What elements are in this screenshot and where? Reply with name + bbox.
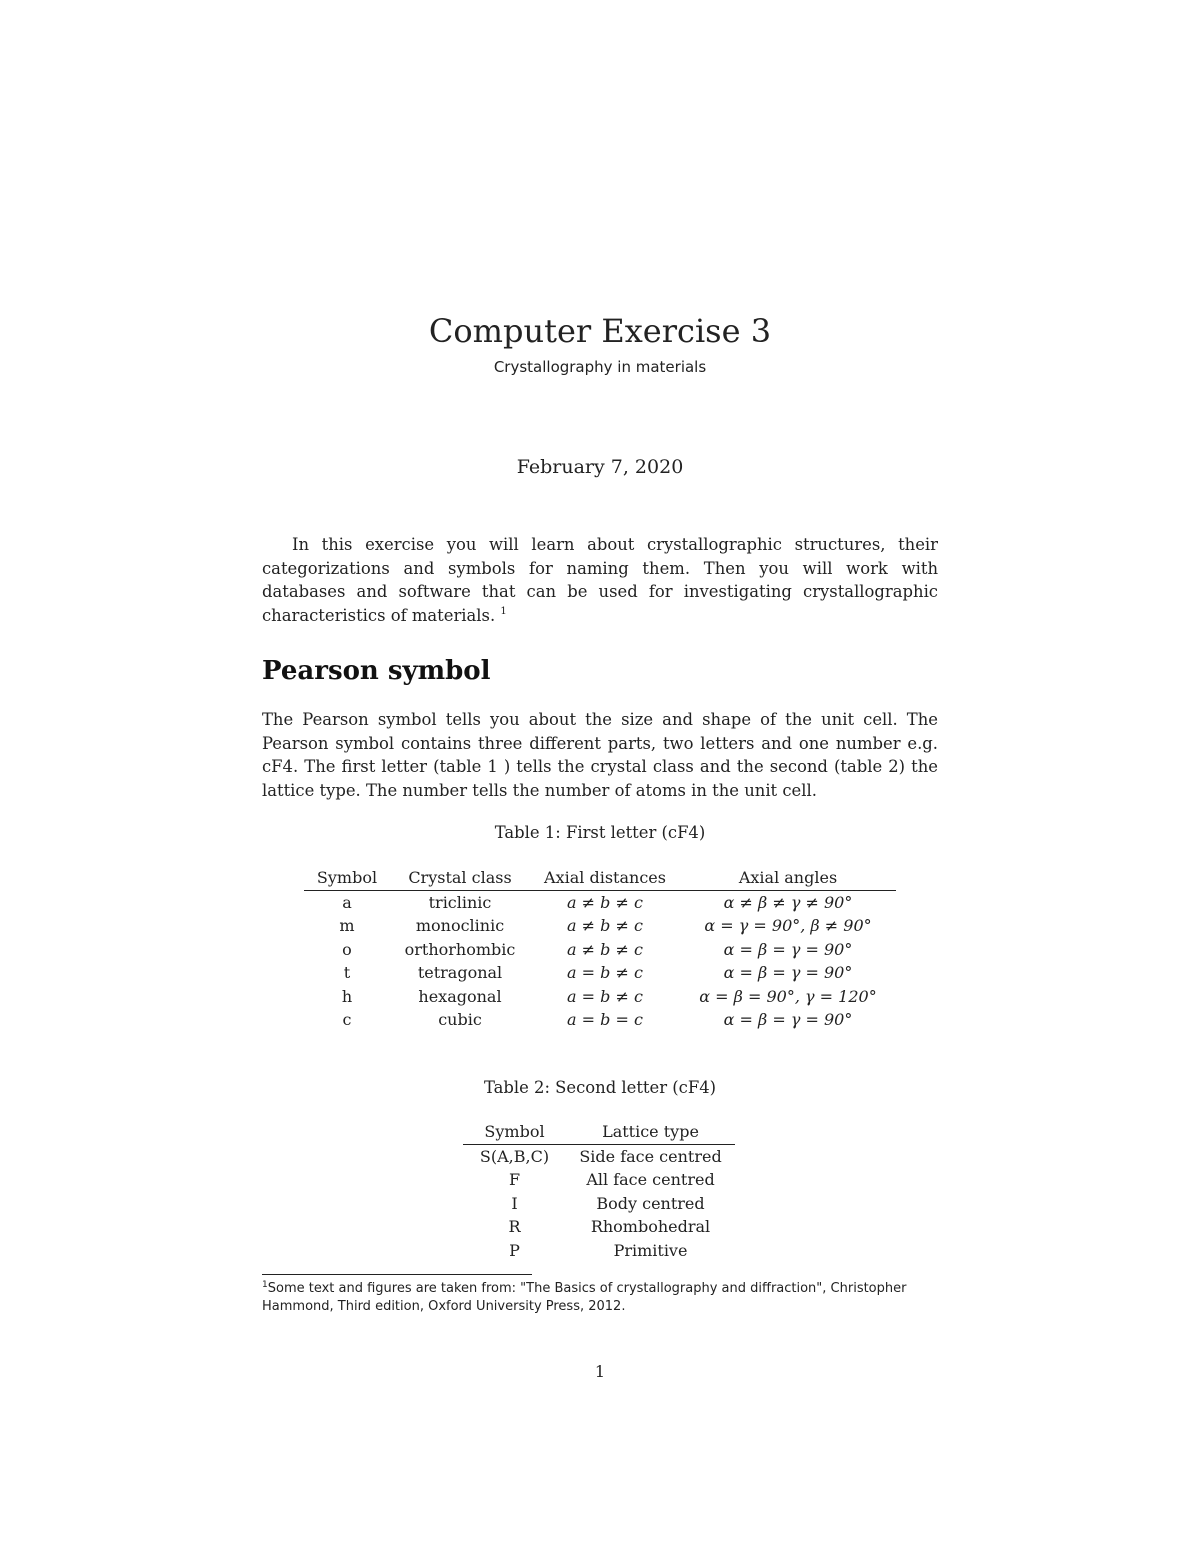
abstract-text: In this exercise you will learn about crystallographic structures, their categorizations and symbols for naming them. Then you will work with databases and software that can be used for investigating crystallographic characteristics of materials. <box>262 535 938 625</box>
table-row <box>304 938 896 962</box>
table-cell: Side face centred <box>579 1146 722 1166</box>
table-row <box>304 914 896 938</box>
table-cell: h <box>341 986 353 1006</box>
table-row <box>304 961 896 985</box>
table-cell: a = b = c <box>567 1010 643 1029</box>
table-cell: m <box>339 916 355 935</box>
crystal-class-table <box>304 866 896 1032</box>
table-row <box>304 890 896 914</box>
table-cell: tetragonal <box>417 963 503 982</box>
table1-caption: Table 1: First letter (cF4) <box>494 823 706 842</box>
table-row <box>463 1192 735 1216</box>
section-heading: Pearson symbol <box>262 656 491 686</box>
table-cell: α ≠ β ≠ γ ≠ 90° <box>723 892 853 912</box>
table-row <box>463 1168 735 1192</box>
page-number: 1 <box>594 1362 606 1381</box>
table-cell: a ≠ b ≠ c <box>567 939 643 959</box>
table-cell: triclinic <box>428 892 492 912</box>
document-subtitle: Crystallography in materials <box>493 358 707 376</box>
table-cell: hexagonal <box>418 986 502 1006</box>
table-cell: Primitive <box>613 1240 688 1260</box>
table-row <box>304 1008 896 1032</box>
lattice-type-table <box>463 1120 735 1262</box>
table-cell: a = b ≠ c <box>567 986 643 1006</box>
abstract-paragraph <box>262 533 938 627</box>
table-cell: α = β = γ = 90° <box>723 1010 853 1029</box>
table-cell: a ≠ b ≠ c <box>567 916 643 935</box>
table-cell: S(A,B,C) <box>479 1146 550 1166</box>
table-row <box>304 985 896 1009</box>
table-header-cell: Lattice type <box>602 1122 699 1141</box>
table-cell: F <box>508 1170 521 1189</box>
table-header-row <box>304 866 896 890</box>
table-cell: α = γ = 90°, β ≠ 90° <box>704 916 872 935</box>
table-cell: a <box>342 892 352 912</box>
table-header-cell: Axial angles <box>738 868 838 887</box>
table-cell: t <box>343 963 351 982</box>
table-header-cell: Symbol <box>484 1122 545 1141</box>
table-cell: c <box>342 1010 352 1029</box>
table-cell: R <box>508 1217 521 1236</box>
footnote <box>262 1280 938 1316</box>
table-cell: α = β = γ = 90° <box>723 939 853 959</box>
table-header-row <box>463 1120 735 1144</box>
footnote-text: Some text and figures are taken from: "The Basics of crystallography and diffraction", Christopher Hammond, Third edition, Oxford University Press, 2012. <box>262 1281 907 1314</box>
footnote-mark: 1 <box>500 605 507 617</box>
document-date: February 7, 2020 <box>516 456 684 478</box>
table-cell: All face centred <box>586 1170 715 1189</box>
table-cell: a = b ≠ c <box>567 963 643 982</box>
table-row <box>463 1239 735 1263</box>
table-cell: cubic <box>438 1010 482 1029</box>
table-header-cell: Symbol <box>316 868 378 887</box>
table-cell: Body centred <box>596 1193 705 1213</box>
table-row <box>463 1144 735 1168</box>
table-header-cell: Crystal class <box>408 868 512 887</box>
table-header-cell: Axial distances <box>544 868 666 887</box>
table-cell: Rhombohedral <box>590 1217 711 1236</box>
table-cell: o <box>342 939 352 959</box>
table-cell: P <box>509 1240 520 1260</box>
section-paragraph: The Pearson symbol tells you about the size and shape of the unit cell. The Pearson symbol contains three different parts, two letters and one number e.g. cF4. The first letter (table 1 ) tells the crystal class and the second (table 2) the lattice type. The number tells the number of atoms in the unit cell. <box>262 710 938 800</box>
footnote-number: 1 <box>262 1280 268 1290</box>
table-row <box>463 1215 735 1239</box>
table-cell: monoclinic <box>415 916 505 935</box>
table-cell: orthorhombic <box>404 939 516 959</box>
table-cell: I <box>511 1193 518 1213</box>
table2-caption: Table 2: Second letter (cF4) <box>483 1078 717 1097</box>
table-cell: α = β = 90°, γ = 120° <box>699 986 877 1006</box>
footnote-divider <box>262 1274 532 1275</box>
table-cell: a ≠ b ≠ c <box>567 892 643 912</box>
document-title: Computer Exercise 3 <box>428 312 772 350</box>
table-cell: α = β = γ = 90° <box>723 963 853 982</box>
